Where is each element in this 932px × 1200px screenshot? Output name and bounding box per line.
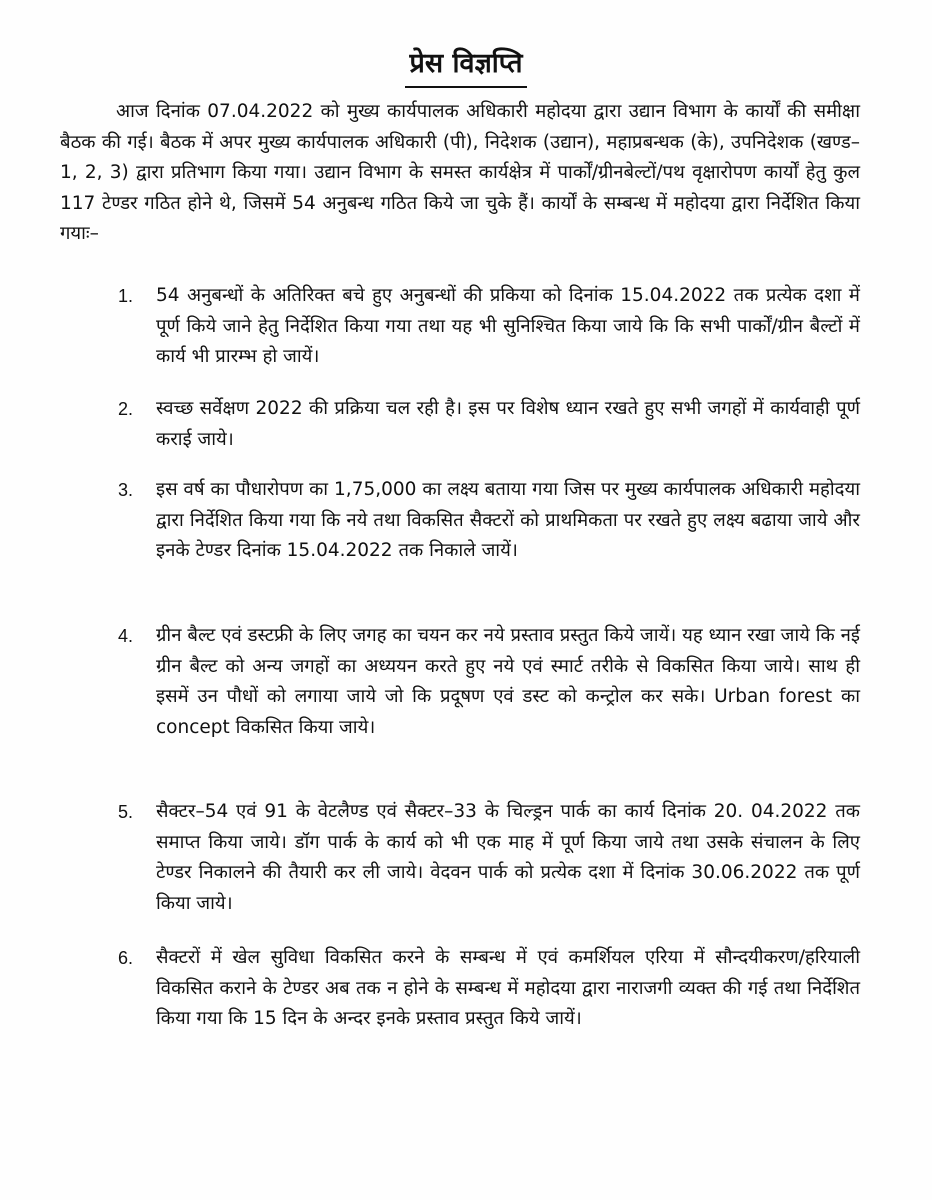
list-item-number: 2. xyxy=(118,399,134,419)
list-item-text: इस वर्ष का पौधारोपण का 1,75,000 का लक्ष्य बताया गया जिस पर मुख्य कार्यपालक अधिकारी महोदया द्वारा निर्देशित किया गया कि नये तथा विकसित सैक्टरों को प्राथमिकता पर रखते हुए लक्ष्य बढाया जाये और इनके टेण्डर दिनांक 15.04.2022 तक निकाले जायें। xyxy=(156,479,860,561)
document-title-text: प्रेस विज्ञप्ति xyxy=(405,44,526,88)
list-item-number: 4. xyxy=(118,626,134,646)
list-item-text: सैक्टरों में खेल सुविधा विकसित करने के सम्बन्ध में एवं कमर्शियल एरिया में सौन्दयीकरण/हरियाली विकसित कराने के टेण्डर अब तक न होने के सम्बन्ध में महोदया द्वारा नाराजगी व्यक्त की गई तथा निर्देशित किया गया कि 15 दिन के अन्दर इनके प्रस्ताव प्रस्तुत किये जायें। xyxy=(156,947,860,1029)
intro-paragraph: आज दिनांक 07.04.2022 को मुख्य कार्यपालक अधिकारी महोदया द्वारा उद्यान विभाग के कार्यों की समीक्षा बैठक की गई। बैठक में अपर मुख्य कार्यपालक अधिकारी (पी), निदेशक (उद्यान), महाप्रबन्धक (के), उपनिदेशक (खण्ड–1, 2, 3) द्वारा प्रतिभाग किया गया। उद्यान विभाग के समस्त कार्यक्षेत्र में पार्कों/ग्रीनबेल्टों/पथ वृक्षारोपण कार्यों हेतु कुल 117 टेण्डर गठित होने थे, जिसमें 54 अनुबन्ध गठित किये जा चुके हैं। कार्यों के सम्बन्ध में महोदया द्वारा निर्देशित किया गयाः– xyxy=(60,101,860,244)
list-item-text: स्वच्छ सर्वेक्षण 2022 की प्रक्रिया चल रही है। इस पर विशेष ध्यान रखते हुए सभी जगहों में कार्यवाही पूर्ण कराई जाये। xyxy=(156,398,860,450)
list-item-text: सैक्टर–54 एवं 91 के वेटलैण्ड एवं सैक्टर–33 के चिल्ड्रन पार्क का कार्य दिनांक 20. 04.2022 तक समाप्त किया जाये। डॉग पार्क के कार्य को भी एक माह में पूर्ण किया जाये तथा उसके संचालन के लिए टेण्डर निकालने की तैयारी कर ली जाये। वेदवन पार्क को प्रत्येक दशा में दिनांक 30.06.2022 तक पूर्ण किया जाये। xyxy=(156,801,860,914)
list-item-text: ग्रीन बैल्ट एवं डस्टफ्री के लिए जगह का चयन कर नये प्रस्ताव प्रस्तुत किये जायें। यह ध्यान रखा जाये कि नई ग्रीन बैल्ट को अन्य जगहों का अध्ययन करते हुए नये एवं स्मार्ट तरीके से विकसित किया जाये। साथ ही इसमें उन पौधों को लगाया जाये जो कि प्रदूषण एवं डस्ट को कन्ट्रोल कर सके। Urban forest का concept विकसित किया जाये। xyxy=(156,625,860,738)
list-item-number: 1. xyxy=(118,286,134,306)
list-item-number: 3. xyxy=(118,480,134,500)
document-title xyxy=(0,44,932,88)
list-item-number: 6. xyxy=(118,948,134,968)
list-item-text: 54 अनुबन्धों के अतिरिक्त बचे हुए अनुबन्धों की प्रकिया को दिनांक 15.04.2022 तक प्रत्येक दशा में पूर्ण किये जाने हेतु निर्देशित किया गया तथा यह भी सुनिश्चित किया जाये कि कि सभी पार्कों/ग्रीन बैल्टों में कार्य भी प्रारम्भ हो जायें। xyxy=(156,285,860,367)
list-item-number: 5. xyxy=(118,802,134,822)
